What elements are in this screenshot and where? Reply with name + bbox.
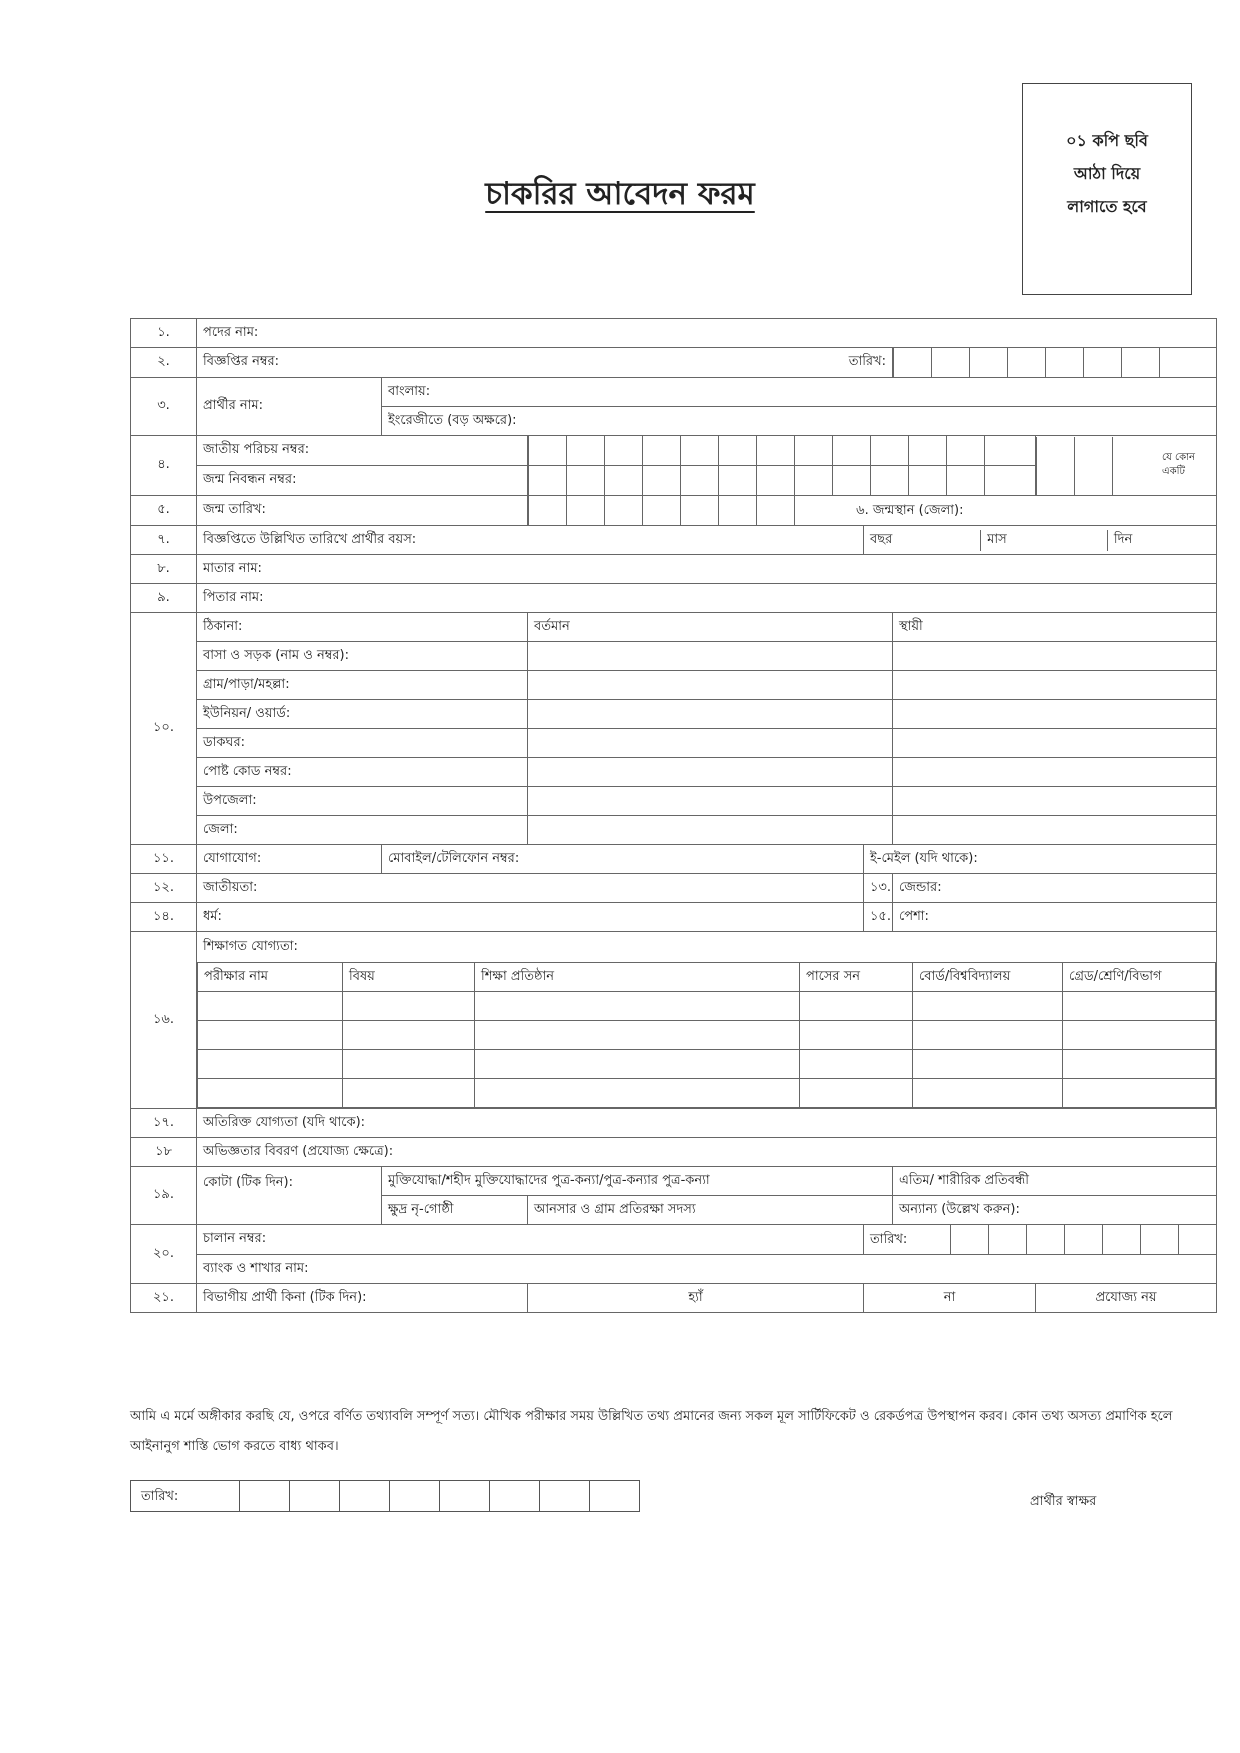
education-cell[interactable] [800, 992, 913, 1021]
address-label: ঠিকানা: [197, 613, 528, 642]
circular-date-boxes[interactable] [893, 348, 1217, 378]
address-field-label: জেলা: [197, 816, 528, 845]
row-departmental [131, 1284, 1217, 1313]
row-number: ১২. [131, 874, 197, 903]
row-applicant-name-bn [131, 378, 1217, 407]
education-cell[interactable] [198, 1050, 343, 1079]
education-cell[interactable] [475, 992, 800, 1021]
row-number: ৯. [131, 584, 197, 613]
address-field-label: পোষ্ট কোড নম্বর: [197, 758, 528, 787]
nid-boxes[interactable] [528, 436, 1036, 466]
row-number: ৮. [131, 555, 197, 584]
birth-date-label: জন্ম তারিখ: [197, 496, 528, 526]
nationality-field[interactable]: জাতীয়তা: [197, 874, 864, 903]
education-cell[interactable] [800, 1021, 913, 1050]
contact-label: যোগাযোগ: [197, 845, 382, 874]
education-cell[interactable] [800, 1079, 913, 1108]
education-label: শিক্ষাগত যোগ্যতা: [203, 939, 298, 954]
education-header-row [198, 963, 1216, 992]
education-cell[interactable] [913, 1021, 1063, 1050]
row-number: ৫. [131, 496, 197, 526]
quota-option[interactable]: মুক্তিযোদ্ধা/শহীদ মুক্তিযোদ্ধাদের পুত্র-কন্যা/পুত্র-কন্যার পুত্র-কন্যা [382, 1167, 893, 1196]
challan-number-field[interactable]: চালান নম্বর: [197, 1225, 864, 1255]
present-address-input[interactable] [528, 671, 893, 700]
row-address-header [131, 613, 1217, 642]
row-father-name [131, 584, 1217, 613]
footer-date-label: তারিখ: [141, 1489, 179, 1504]
gender-field[interactable]: জেন্ডার: [893, 874, 1217, 903]
challan-date-field[interactable]: তারিখ: [864, 1225, 1217, 1255]
education-cell[interactable] [913, 1050, 1063, 1079]
declaration-text: আমি এ মর্মে অঙ্গীকার করছি যে, ওপরে বর্ণিত তথ্যাবলি সম্পূর্ণ সত্য। মৌখিক পরীক্ষার সময় উল্লিখিত তথ্য প্রমানের জন্য সকল মূল সার্টিফিকেট ও রেকর্ডপত্র উপস্থাপন করব। কোন তথ্য অসত্য প্রমাণিক হলে আইনানুগ শাস্তি ভোগ করতে বাধ্য থাকব। [130, 1409, 1173, 1454]
name-english-field[interactable]: ইংরেজীতে (বড় অক্ষরে): [382, 407, 1217, 436]
education-cell[interactable] [343, 992, 475, 1021]
permanent-address-input[interactable] [893, 758, 1217, 787]
permanent-address-input[interactable] [893, 787, 1217, 816]
quota-option[interactable]: আনসার ও গ্রাম প্রতিরক্ষা সদস্য [528, 1196, 893, 1225]
bank-field[interactable]: ব্যাংক ও শাখার নাম: [197, 1255, 1217, 1284]
phone-field[interactable]: মোবাইল/টেলিফোন নম্বর: [382, 845, 864, 874]
departmental-label: বিভাগীয় প্রার্থী কিনা (টিক দিন): [197, 1284, 528, 1313]
education-cell[interactable] [343, 1050, 475, 1079]
education-cell[interactable] [343, 1021, 475, 1050]
column-header: বিষয় [343, 963, 475, 992]
row-experience [131, 1138, 1217, 1167]
row-number: ৪. [131, 436, 197, 496]
education-cell[interactable] [343, 1079, 475, 1108]
quota-label: কোটা (টিক দিন): [197, 1167, 382, 1225]
education-section [197, 932, 1217, 1109]
row-number: ১৯. [131, 1167, 197, 1225]
row-number: ১৩. [864, 874, 893, 903]
applicant-signature-label: প্রার্থীর স্বাক্ষর [1030, 1494, 1097, 1509]
row-number: ১৮ [131, 1138, 197, 1167]
row-number: ২. [131, 348, 197, 378]
row-mother-name [131, 555, 1217, 584]
row-nid [131, 436, 1217, 466]
address-row [131, 642, 1217, 671]
email-field[interactable]: ই-মেইল (যদি থাকে): [864, 845, 1217, 874]
education-cell[interactable] [913, 1079, 1063, 1108]
column-header: বোর্ড/বিশ্ববিদ্যালয় [913, 963, 1063, 992]
column-header: পাসের সন [800, 963, 913, 992]
education-cell[interactable] [1063, 992, 1216, 1021]
education-row [198, 1021, 1216, 1050]
row-age [131, 526, 1217, 555]
address-field-label: গ্রাম/পাড়া/মহল্লা: [197, 671, 528, 700]
row-nationality [131, 874, 1217, 903]
row-number: ২০. [131, 1225, 197, 1284]
present-address-input[interactable] [528, 787, 893, 816]
education-cell[interactable] [913, 992, 1063, 1021]
nid-boxes-tail[interactable]: যে কোন একটি [1036, 436, 1217, 496]
name-bangla-field[interactable]: বাংলায়: [382, 378, 1217, 407]
row-contact [131, 845, 1217, 874]
occupation-field[interactable]: পেশা: [893, 903, 1217, 932]
permanent-address-input[interactable] [893, 729, 1217, 758]
circular-number-field[interactable]: বিজ্ঞপ্তির নম্বর: তারিখ: [197, 348, 893, 378]
footer-date-field[interactable] [130, 1480, 640, 1512]
education-row [198, 1050, 1216, 1079]
row-challan [131, 1225, 1217, 1255]
present-address-input[interactable] [528, 642, 893, 671]
address-row [131, 787, 1217, 816]
religion-field[interactable]: ধর্ম: [197, 903, 864, 932]
row-number: ১৭. [131, 1109, 197, 1138]
quota-option[interactable]: এতিম/ শারীরিক প্রতিবন্ধী [893, 1167, 1217, 1196]
page-title: চাকরির আবেদন ফরম [485, 176, 755, 212]
quota-option[interactable]: ক্ষুদ্র নৃ-গোষ্ঠী [382, 1196, 528, 1225]
column-header: শিক্ষা প্রতিষ্ঠান [475, 963, 800, 992]
row-number: ১৫. [864, 903, 893, 932]
row-number: ৩. [131, 378, 197, 436]
experience-field[interactable]: অভিজ্ঞতার বিবরণ (প্রযোজ্য ক্ষেত্রে): [197, 1138, 1217, 1167]
education-cell[interactable] [198, 1021, 343, 1050]
education-cell[interactable] [475, 1050, 800, 1079]
row-number: ২১. [131, 1284, 197, 1313]
application-form [130, 318, 1217, 1313]
permanent-address-input[interactable] [893, 642, 1217, 671]
quota-option[interactable]: অন্যান্য (উল্লেখ করুন): [893, 1196, 1217, 1225]
present-address-input[interactable] [528, 758, 893, 787]
row-number: ১০. [131, 613, 197, 845]
row-number: ১৬. [131, 932, 197, 1109]
permanent-address-input[interactable] [893, 816, 1217, 845]
education-cell[interactable] [1063, 1021, 1216, 1050]
address-row [131, 816, 1217, 845]
row-birth-date [131, 496, 1217, 526]
mother-name-field[interactable]: মাতার নাম: [197, 555, 1217, 584]
permanent-address-input[interactable] [893, 700, 1217, 729]
address-row [131, 671, 1217, 700]
option-no[interactable]: না [864, 1284, 1036, 1313]
extra-qualification-field[interactable]: অতিরিক্ত যোগ্যতা (যদি থাকে): [197, 1109, 1217, 1138]
row-number: ১১. [131, 845, 197, 874]
address-field-label: বাসা ও সড়ক (নাম ও নম্বর): [197, 642, 528, 671]
education-cell[interactable] [1063, 1050, 1216, 1079]
birthplace-label: ৬. জন্মস্থান (জেলা): [856, 503, 964, 518]
row-quota-1 [131, 1167, 1217, 1196]
photo-box: ০১ কপি ছবি আঠা দিয়ে লাগাতে হবে [1022, 83, 1192, 295]
present-address-input[interactable] [528, 816, 893, 845]
row-bank [131, 1255, 1217, 1284]
post-name-field[interactable]: পদের নাম: [197, 319, 1217, 348]
row-number: ১৪. [131, 903, 197, 932]
education-cell[interactable] [475, 1079, 800, 1108]
permanent-address-input[interactable] [893, 671, 1217, 700]
column-header: গ্রেড/শ্রেণি/বিভাগ [1063, 963, 1216, 992]
row-extra-qualification [131, 1109, 1217, 1138]
column-header: পরীক্ষার নাম [198, 963, 343, 992]
education-table [197, 962, 1216, 1108]
age-field[interactable]: বছর মাস দিন [864, 526, 1217, 555]
education-cell[interactable] [800, 1050, 913, 1079]
nid-label: জাতীয় পরিচয় নম্বর: [197, 436, 528, 466]
row-circular-number [131, 348, 1217, 378]
birth-reg-label: জন্ম নিবন্ধন নম্বর: [197, 466, 528, 496]
education-cell[interactable] [475, 1021, 800, 1050]
education-row [198, 1079, 1216, 1108]
address-field-label: ইউনিয়ন/ ওয়ার্ড: [197, 700, 528, 729]
row-post-name [131, 319, 1217, 348]
education-cell[interactable] [198, 1079, 343, 1108]
option-yes[interactable]: হ্যাঁ [528, 1284, 864, 1313]
education-cell[interactable] [198, 992, 343, 1021]
row-number: ১. [131, 319, 197, 348]
father-name-field[interactable]: পিতার নাম: [197, 584, 1217, 613]
address-row [131, 700, 1217, 729]
birth-date-field[interactable] [528, 496, 1217, 526]
row-religion [131, 903, 1217, 932]
row-education [131, 932, 1217, 1109]
birth-reg-boxes[interactable] [528, 466, 1036, 496]
permanent-address-header: স্থায়ী [893, 613, 1217, 642]
age-label: বিজ্ঞপ্তিতে উল্লিখিত তারিখে প্রার্থীর বয়স: [197, 526, 864, 555]
present-address-header: বর্তমান [528, 613, 893, 642]
address-field-label: উপজেলা: [197, 787, 528, 816]
address-field-label: ডাকঘর: [197, 729, 528, 758]
address-row [131, 729, 1217, 758]
present-address-input[interactable] [528, 700, 893, 729]
row-number: ৭. [131, 526, 197, 555]
option-not-applicable[interactable]: প্রযোজ্য নয় [1036, 1284, 1217, 1313]
education-cell[interactable] [1063, 1079, 1216, 1108]
education-row [198, 992, 1216, 1021]
address-row [131, 758, 1217, 787]
present-address-input[interactable] [528, 729, 893, 758]
applicant-name-label: প্রার্থীর নাম: [197, 378, 382, 436]
date-label: তারিখ: [848, 354, 886, 369]
